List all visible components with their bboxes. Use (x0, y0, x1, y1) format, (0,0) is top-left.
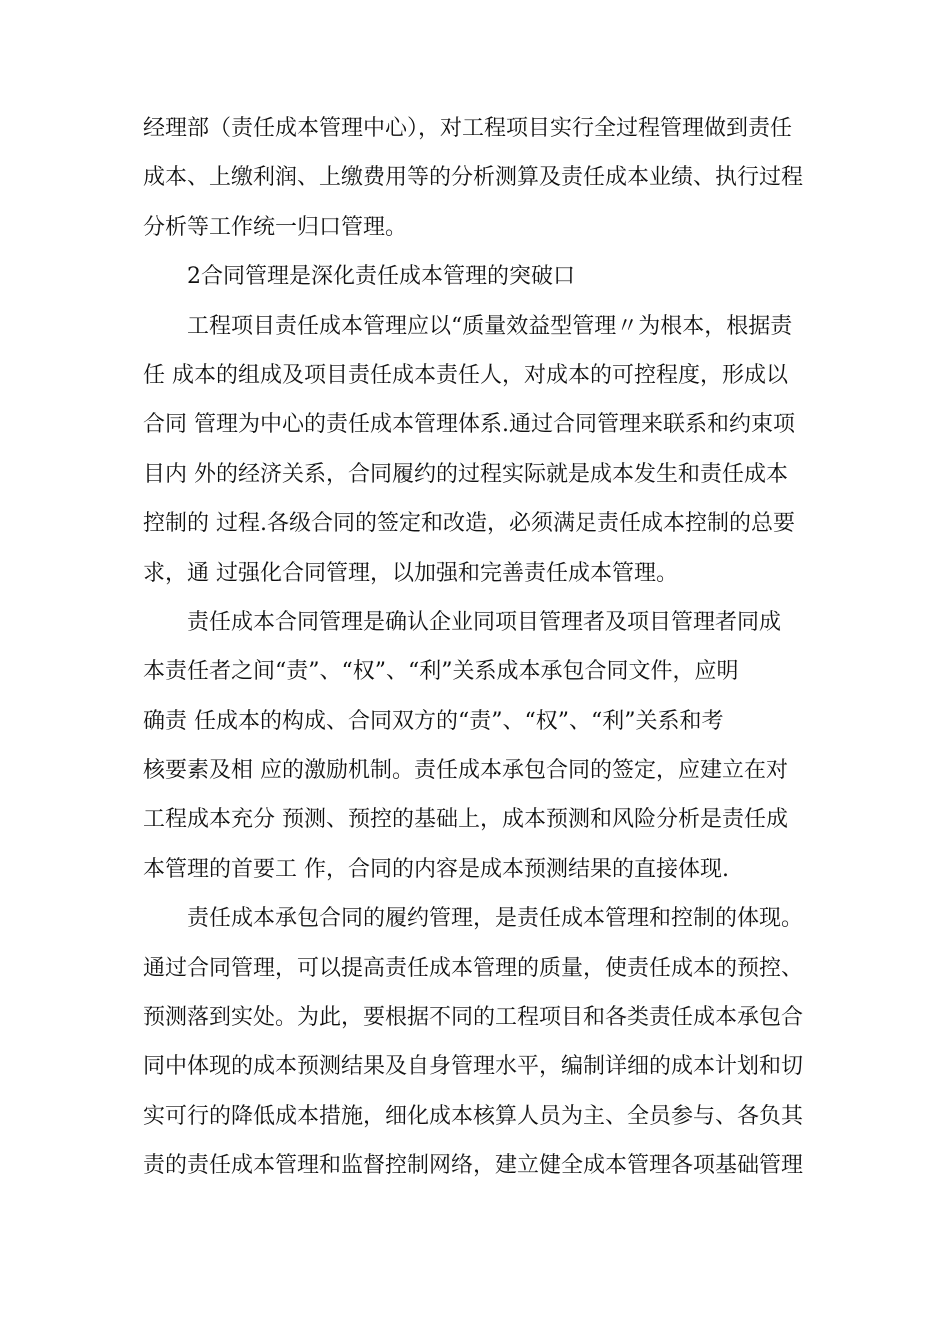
text-line: 实可行的降低成本措施，细化成本核算人员为主、全员参与、各负其 (143, 1103, 804, 1129)
text-line: 责的责任成本管理和监督控制网络，建立健全成本管理各项基础管理 (143, 1153, 804, 1179)
text-line: 本责任者之间“责”、“权”、“利”关系成本承包合同文件，应明 (143, 659, 739, 685)
text-line: 经理部（责任成本管理中心），对工程项目实行全过程管理做到责任 (143, 116, 793, 141)
text-line: 核要素及相 应的激励机制。责任成本承包合同的签定，应建立在对 (143, 758, 788, 784)
text-line: 任 成本的组成及项目责任成本责任人，对成本的可控程度，形成以 (143, 362, 788, 388)
text-line: 确责 任成本的构成、合同双方的“责”、“权”、“利”关系和考 (143, 708, 724, 734)
text-line: 同中体现的成本预测结果及自身管理水平，编制详细的成本计划和切 (143, 1054, 804, 1080)
body-text (143, 104, 823, 1191)
text-line: 控制的 过程.各级合同的签定和改造，必须满足责任成本控制的总要 (143, 511, 795, 537)
text-line: 预测落到实处。为此，要根据不同的工程项目和各类责任成本承包合 (143, 1005, 804, 1031)
text-line: 2合同管理是深化责任成本管理的突破口 (187, 264, 575, 290)
text-line: 分析等工作统一归口管理。 (143, 214, 408, 240)
text-line: 工程项目责任成本管理应以“质量效益型管理〃为根本，根据责 (187, 313, 793, 339)
text-line: 合同 管理为中心的责任成本管理体系.通过合同管理来联系和约束项 (143, 412, 795, 438)
text-line: 求，通 过强化合同管理，以加强和完善责任成本管理。 (143, 560, 678, 586)
text-line: 责任成本合同管理是确认企业同项目管理者及项目管理者同成 (187, 609, 782, 635)
text-line: 通过合同管理，可以提高责任成本管理的质量，使责任成本的预控、 (143, 955, 804, 981)
text-line: 目内 外的经济关系，合同履约的过程实际就是成本发生和责任成本 (143, 461, 788, 487)
text-line: 工程成本充分 预测、预控的基础上，成本预测和风险分析是责任成 (143, 807, 788, 833)
text-line: 成本、上缴利润、上缴费用等的分析测算及责任成本业绩、执行过程 (143, 165, 804, 191)
text-line: 责任成本承包合同的履约管理，是责任成本管理和控制的体现。 (187, 906, 804, 932)
text-line: 本管理的首要工 作，合同的内容是成本预测结果的直接体现. (143, 856, 729, 882)
